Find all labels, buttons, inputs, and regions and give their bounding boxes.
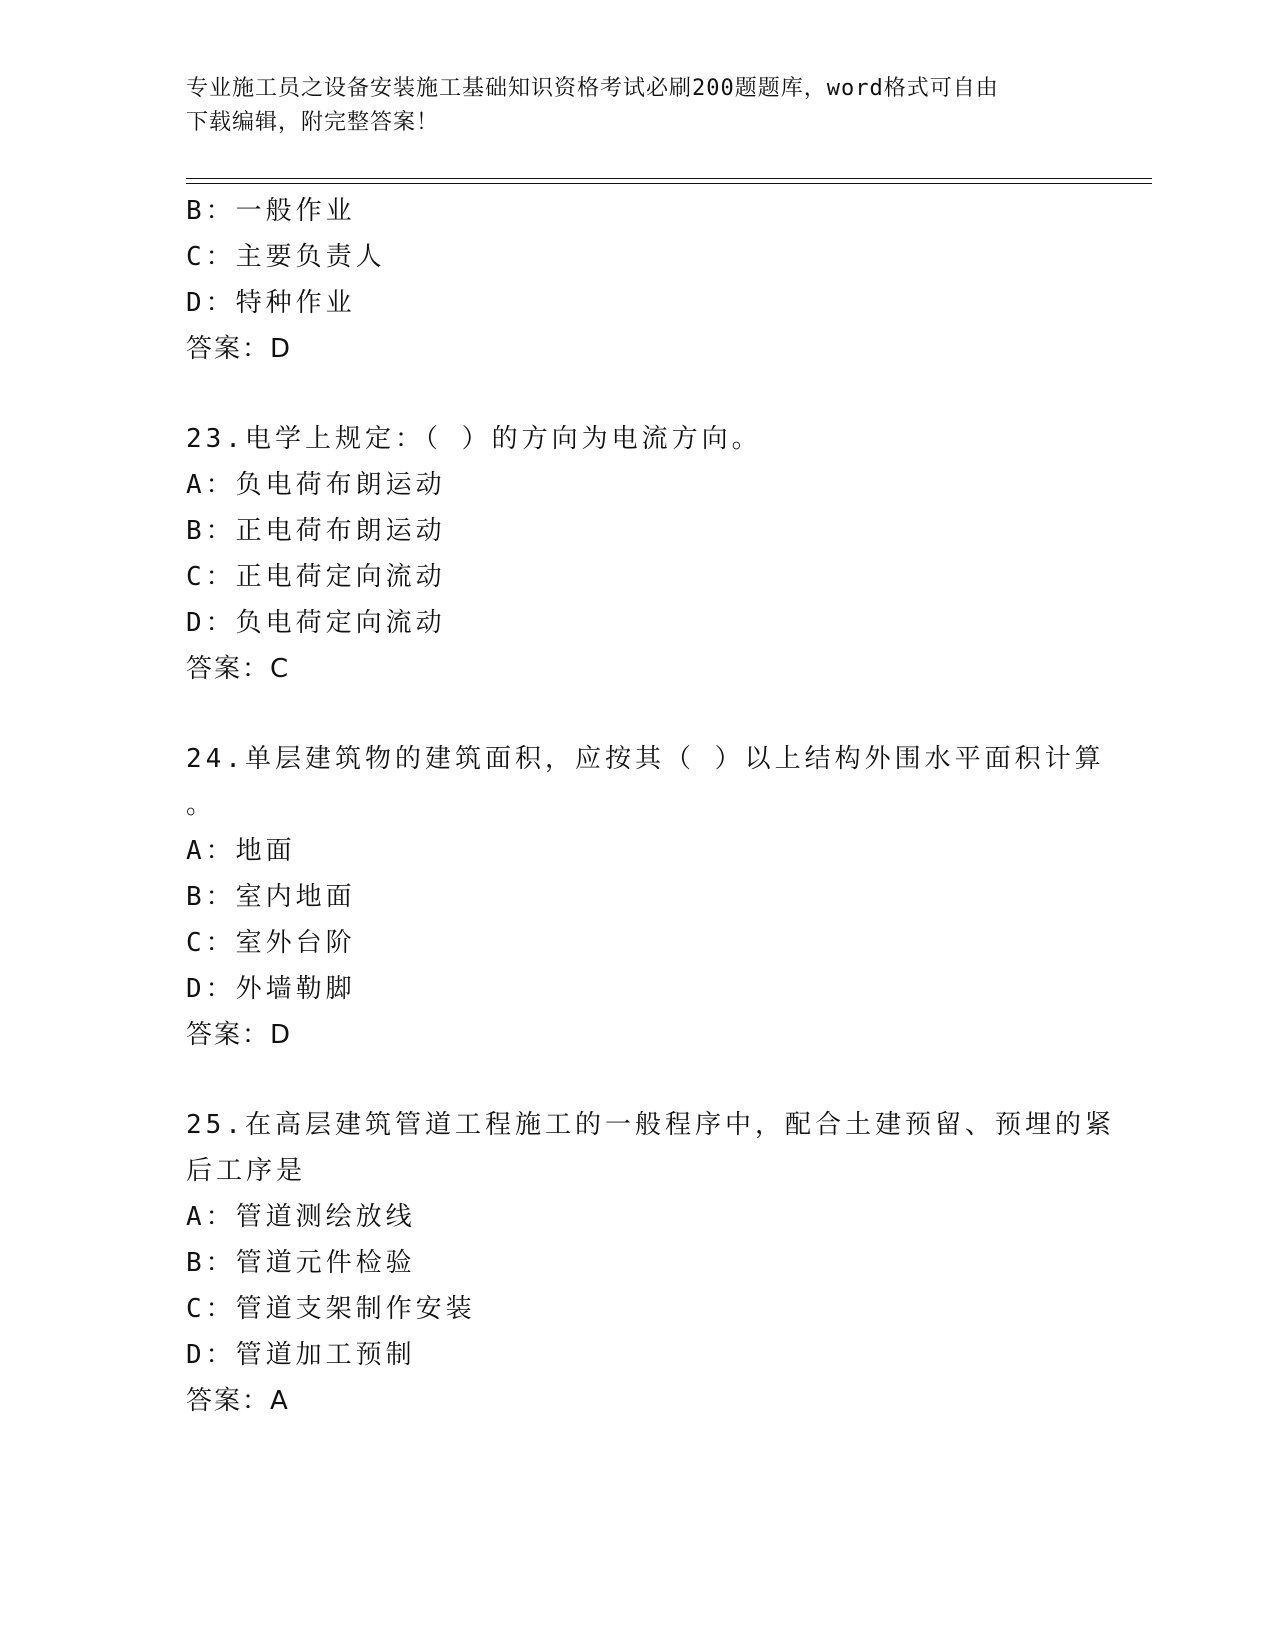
question-stem: 24.单层建筑物的建筑面积，应按其（ ）以上结构外围水平面积计算: [186, 744, 1105, 774]
question-list: [186, 188, 1115, 1424]
option-d: D：负电荷定向流动: [186, 608, 446, 638]
answer-line: 答案：A: [186, 1386, 290, 1416]
option-c: C：正电荷定向流动: [186, 562, 446, 592]
option-b: B：管道元件检验: [186, 1248, 416, 1278]
option-c: C：室外台阶: [186, 928, 356, 958]
option-a: A：负电荷布朗运动: [186, 470, 446, 500]
question-block-prev: [186, 188, 1086, 372]
option-d: D：特种作业: [186, 288, 356, 318]
option-d: D：外墙勒脚: [186, 974, 356, 1004]
option-b: B：一般作业: [186, 196, 356, 226]
question-stem: 23.电学上规定：（ ）的方向为电流方向。: [186, 424, 762, 454]
option-b: B：正电荷布朗运动: [186, 516, 446, 546]
option-b: B：室内地面: [186, 882, 356, 912]
question-block-24: [186, 736, 1105, 1058]
option-a: A：管道测绘放线: [186, 1202, 416, 1232]
question-stem-continued: 后工序是: [186, 1156, 307, 1186]
option-c: C：主要负责人: [186, 242, 386, 272]
header-divider-top: [186, 178, 1152, 179]
answer-line: 答案：D: [186, 1020, 293, 1050]
header-divider-bottom: [186, 183, 1152, 184]
answer-line: 答案：D: [186, 334, 293, 364]
question-block-23: [186, 416, 1086, 692]
question-stem-continued: 。: [186, 790, 217, 820]
option-d: D：管道加工预制: [186, 1340, 416, 1370]
header-line-2: 下载编辑，附完整答案！: [186, 110, 440, 135]
document-header: [186, 72, 1066, 140]
header-line-1: 专业施工员之设备安装施工基础知识资格考试必刷200题题库，word格式可自由: [186, 76, 999, 101]
question-block-25: [186, 1102, 1115, 1424]
question-stem: 25.在高层建筑管道工程施工的一般程序中，配合土建预留、预埋的紧: [186, 1110, 1115, 1140]
option-a: A：地面: [186, 836, 296, 866]
option-c: C：管道支架制作安装: [186, 1294, 476, 1324]
answer-line: 答案：C: [186, 654, 291, 684]
